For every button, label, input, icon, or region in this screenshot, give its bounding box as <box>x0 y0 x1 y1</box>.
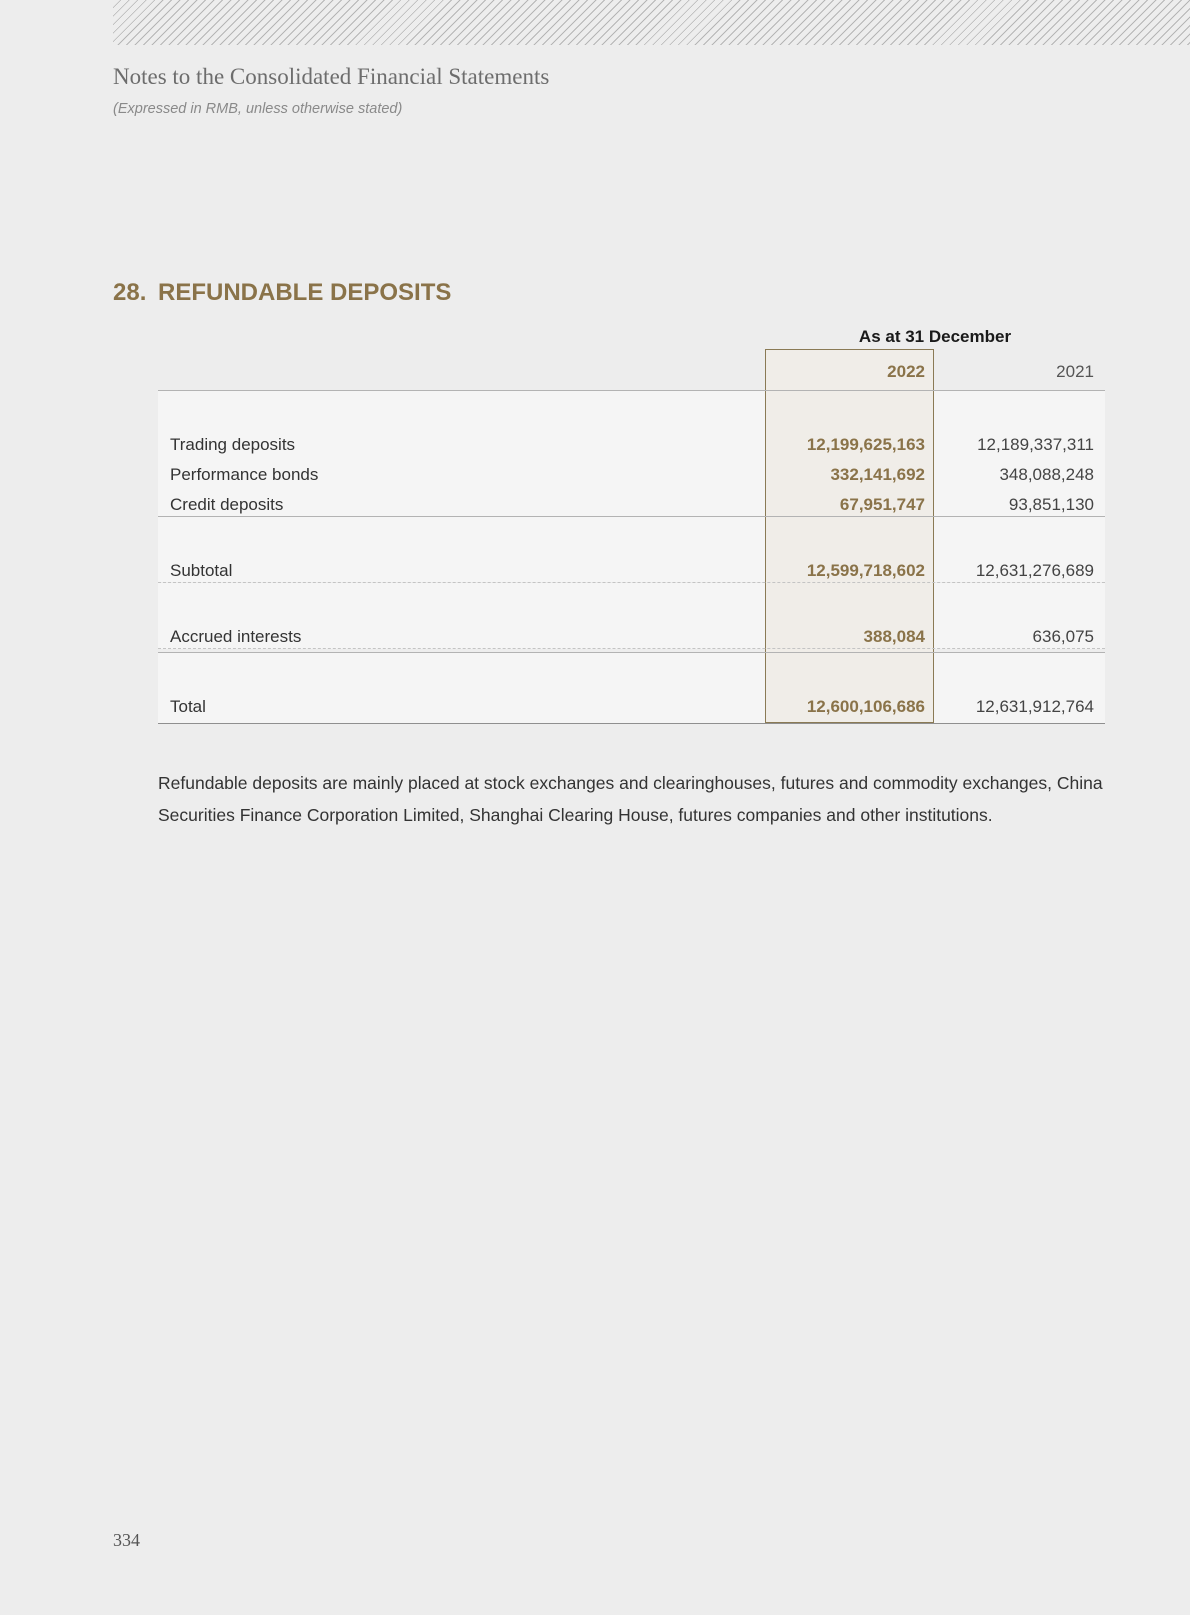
row-label: Credit deposits <box>170 495 284 514</box>
section-number: 28. <box>113 279 147 306</box>
value-2021: 636,075 <box>1032 627 1094 646</box>
row-label: Accrued interests <box>170 627 302 646</box>
value-2021: 12,631,912,764 <box>975 697 1094 716</box>
table-row-subtotal <box>158 561 1105 585</box>
value-2022: 67,951,747 <box>839 495 925 514</box>
row-label: Total <box>170 697 206 716</box>
table-row <box>158 465 1105 489</box>
value-2022: 332,141,692 <box>830 465 925 484</box>
column-header-2021: 2021 <box>1056 362 1094 381</box>
value-2022: 388,084 <box>863 627 925 646</box>
value-2021: 348,088,248 <box>999 465 1094 484</box>
table-row <box>158 435 1105 459</box>
value-2022: 12,599,718,602 <box>806 561 925 580</box>
value-2022: 12,199,625,163 <box>806 435 925 454</box>
table-rule <box>158 652 1105 653</box>
table-rule <box>158 723 1105 724</box>
row-label: Performance bonds <box>170 465 319 484</box>
value-2022: 12,600,106,686 <box>806 697 925 716</box>
note-paragraph: Refundable deposits are mainly placed at stock exchanges and clearinghouses, futures and commodity exchanges, China Securities Finance Corporation Limited, Shanghai Clearing House, futures companies and other institutions. <box>158 773 1103 825</box>
running-header-title: Notes to the Consolidated Financial Statements <box>113 64 550 89</box>
current-year-column-highlight <box>765 349 934 723</box>
value-2021: 12,631,276,689 <box>975 561 1094 580</box>
section-title: REFUNDABLE DEPOSITS <box>158 279 452 306</box>
table-row-total <box>158 697 1105 721</box>
column-header-2022: 2022 <box>887 362 925 381</box>
page-number: 334 <box>113 1530 140 1550</box>
table-period-label: As at 31 December <box>858 327 1012 346</box>
header-hatch-pattern <box>113 0 1190 45</box>
table-rule <box>158 390 1105 391</box>
section-heading <box>113 279 451 307</box>
row-label: Trading deposits <box>170 435 296 454</box>
running-header-subtitle: (Expressed in RMB, unless otherwise stated) <box>113 101 403 117</box>
value-2021: 93,851,130 <box>1008 495 1094 514</box>
table-row <box>158 627 1105 651</box>
row-label: Subtotal <box>170 561 233 580</box>
value-2021: 12,189,337,311 <box>977 435 1094 454</box>
table-row <box>158 495 1105 519</box>
